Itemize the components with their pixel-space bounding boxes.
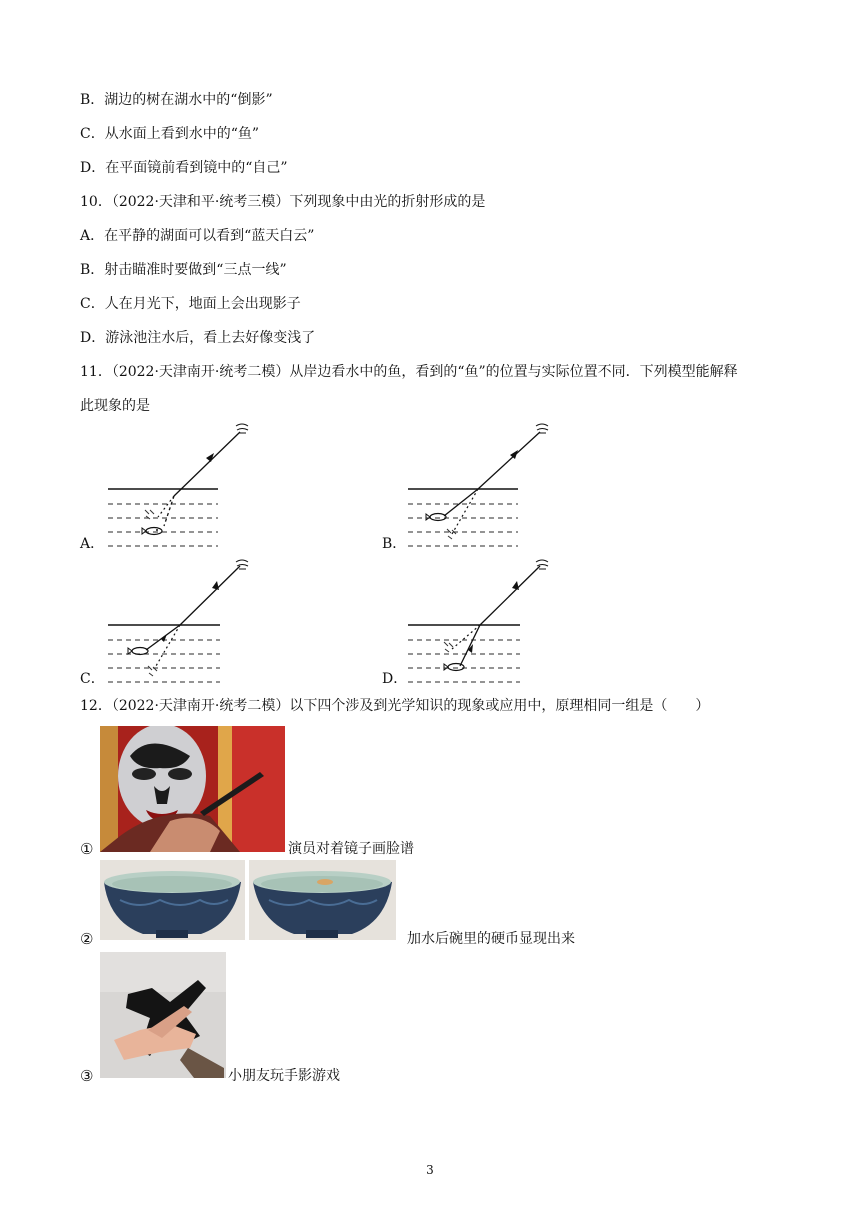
q11-diagram-a <box>100 418 260 554</box>
q11-stem-line1: 11．（2022·天津南开·统考二模）从岸边看水中的鱼，看到的“鱼”的位置与实际位置不同．下列模型能解释 <box>80 364 738 380</box>
q11-diagram-d <box>400 554 560 690</box>
bowl-with-water-coin-photo <box>249 860 396 940</box>
q11-label-d: D． <box>382 671 408 687</box>
q11-label-b: B． <box>382 536 407 552</box>
q11-label-a: A． <box>80 536 105 552</box>
q10-stem: 10．（2022·天津和平·统考三模）下列现象中由光的折射形成的是 <box>80 194 486 210</box>
q11-label-c: C． <box>80 671 105 687</box>
q12-item3-number: ③ <box>80 1067 94 1085</box>
q9-option-c: C．从水面上看到水中的“鱼” <box>80 126 260 142</box>
q11-stem-line2: 此现象的是 <box>80 398 150 414</box>
page-number: 3 <box>426 1163 434 1177</box>
q12-item2-caption: 加水后碗里的硬币显现出来 <box>407 931 575 947</box>
q11-diagram-b <box>400 418 560 554</box>
bowl-without-water-photo <box>100 860 245 940</box>
q10-option-b: B．射击瞄准时要做到“三点一线” <box>80 262 287 278</box>
q12-item3-caption: 小朋友玩手影游戏 <box>228 1068 340 1084</box>
q11-diagram-c <box>100 554 260 690</box>
q12-item2-number: ② <box>80 930 94 948</box>
q10-option-a: A．在平静的湖面可以看到“蓝天白云” <box>80 228 315 244</box>
hand-shadow-photo <box>100 952 226 1078</box>
q10-option-d: D．游泳池注水后，看上去好像变浅了 <box>80 330 316 346</box>
opera-mirror-photo <box>100 726 285 852</box>
q12-stem: 12．（2022·天津南开·统考二模）以下四个涉及到光学知识的现象或应用中，原理相同一组是（ ） <box>80 698 710 714</box>
q10-option-c: C．人在月光下，地面上会出现影子 <box>80 296 301 312</box>
q12-item1-number: ① <box>80 840 94 858</box>
q12-item1-caption: 演员对着镜子画脸谱 <box>288 841 414 857</box>
q9-option-b: B．湖边的树在湖水中的“倒影” <box>80 92 273 108</box>
q9-option-d: D．在平面镜前看到镜中的“自己” <box>80 160 288 176</box>
